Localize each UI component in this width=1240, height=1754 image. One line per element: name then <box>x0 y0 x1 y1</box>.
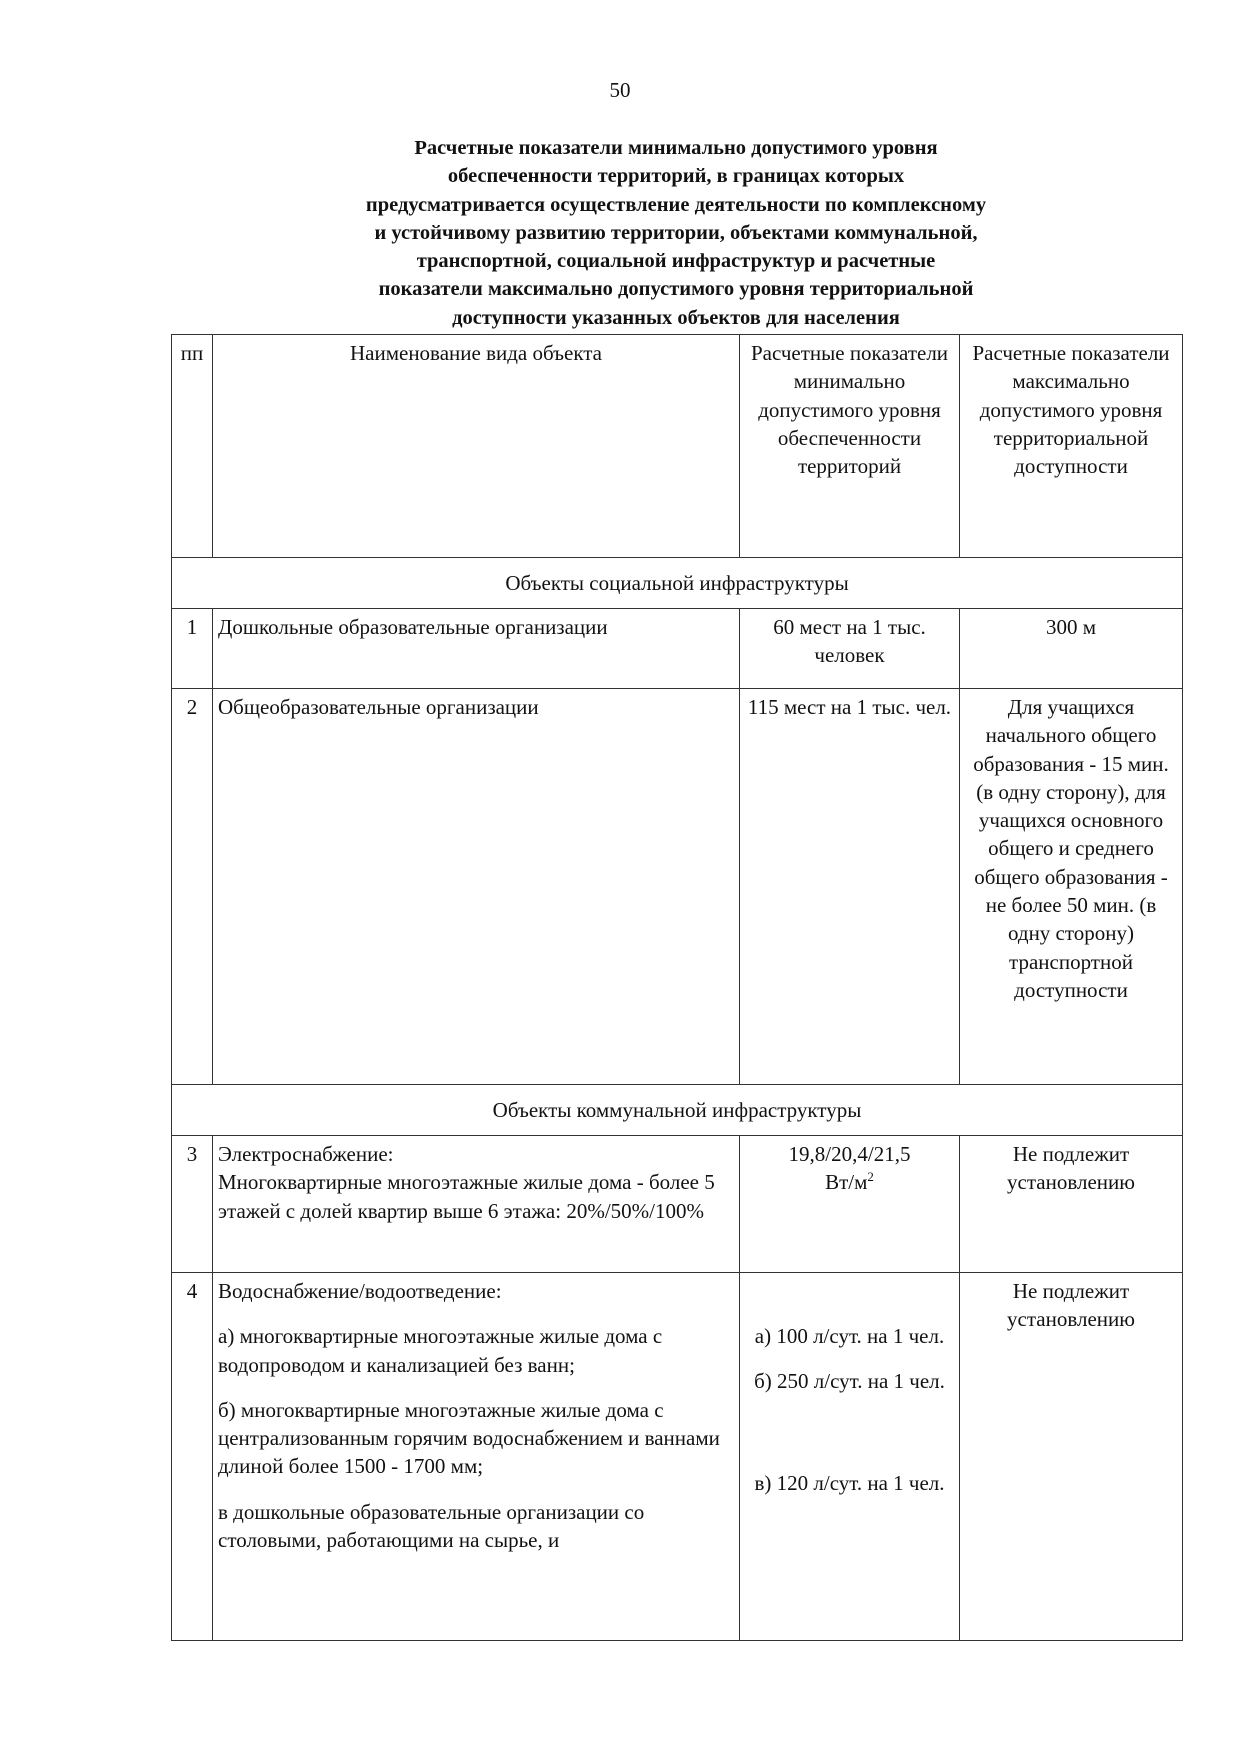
row-num: 4 <box>172 1273 213 1641</box>
row-min-level <box>740 1273 960 1641</box>
row-max-access: Не подлежит установлению <box>960 1136 1183 1273</box>
row-subitem-name: б) многоквартирные многоэтажные жилые дома с централизованным горячим водоснабжением и ваннами длиной более 1500 - 1700 мм; <box>218 1397 720 1479</box>
row-min-level <box>740 1136 960 1273</box>
table-row <box>172 689 1183 1085</box>
row-name <box>213 1136 740 1273</box>
document-title <box>171 134 1181 332</box>
row-max-access: 300 м <box>960 609 1183 689</box>
row-min-level: 115 мест на 1 тыс. чел. <box>740 689 960 1085</box>
section-row-social <box>172 558 1183 609</box>
title-line: обеспеченности территорий, в границах которых <box>447 165 905 188</box>
table-row <box>172 1273 1183 1641</box>
row-subitem-name: а) многоквартирные многоэтажные жилые дома с водопроводом и канализацией без ванн; <box>218 1324 663 1377</box>
title-line: Расчетные показатели минимально допустимого уровня <box>414 137 938 159</box>
table-row <box>172 609 1183 689</box>
row-num: 3 <box>172 1136 213 1273</box>
title-line: предусматривается осуществление деятельности по комплексному <box>365 193 987 216</box>
row-name-heading: Водоснабжение/водоотведение: <box>218 1279 502 1303</box>
row-num: 2 <box>172 689 213 1085</box>
title-line: транспортной, социальной инфраструктур и расчетные <box>416 250 936 273</box>
title-line: показатели максимально допустимого уровня территориальной <box>378 278 974 301</box>
row-subitem-name: в дошкольные образовательные организации со столовыми, работающими на сырье, и <box>218 1499 645 1553</box>
indicators-table <box>171 334 1183 1641</box>
unit-superscript: 2 <box>867 1169 874 1185</box>
unit-text: Вт/м <box>825 1170 868 1195</box>
page-number: 50 <box>609 78 631 102</box>
row-num: 1 <box>172 609 213 689</box>
table-header-row <box>172 335 1183 558</box>
row-name-detail: Многоквартирные многоэтажные жилые дома - более 5 этажей с долей квартир выше 6 этажа: 20%/50%/100% <box>218 1170 715 1223</box>
header-num: пп <box>172 335 213 558</box>
header-min-level: Расчетные показатели минимально допустимого уровня обеспеченности территорий <box>740 335 960 558</box>
header-max-access: Расчетные показатели максимально допустимого уровня территориальной доступности <box>960 335 1183 558</box>
row-name-heading: Электроснабжение: <box>218 1142 394 1166</box>
row-name <box>213 1273 740 1641</box>
table-row <box>172 1136 1183 1273</box>
row-max-access: Не подлежит установлению <box>960 1273 1183 1641</box>
section-row-communal <box>172 1085 1183 1136</box>
row-name: Общеобразовательные организации <box>213 689 740 1085</box>
min-level-unit <box>745 1168 954 1196</box>
row-subitem-min-level: б) 250 л/сут. на 1 чел. <box>754 1369 945 1394</box>
row-name: Дошкольные образовательные организации <box>213 609 740 689</box>
min-level-value: 19,8/20,4/21,5 <box>788 1142 911 1166</box>
row-min-level: 60 мест на 1 тыс. человек <box>740 609 960 689</box>
row-max-access: Для учащихся начального общего образования - 15 мин. (в одну сторону), для учащихся основного общего и среднего общего образования - не более 50 мин. (в одну сторону) транспортной доступности <box>960 689 1183 1085</box>
title-line: и устойчивому развитию территории, объектами коммунальной, <box>374 221 978 244</box>
section-title: Объекты коммунальной инфраструктуры <box>172 1085 1183 1136</box>
title-line: доступности указанных объектов для населения <box>452 306 900 329</box>
header-name: Наименование вида объекта <box>213 335 740 558</box>
row-subitem-min-level: а) 100 л/сут. на 1 чел. <box>754 1324 945 1348</box>
row-subitem-min-level: в) 120 л/сут. на 1 чел. <box>754 1470 945 1495</box>
section-title: Объекты социальной инфраструктуры <box>172 558 1183 609</box>
